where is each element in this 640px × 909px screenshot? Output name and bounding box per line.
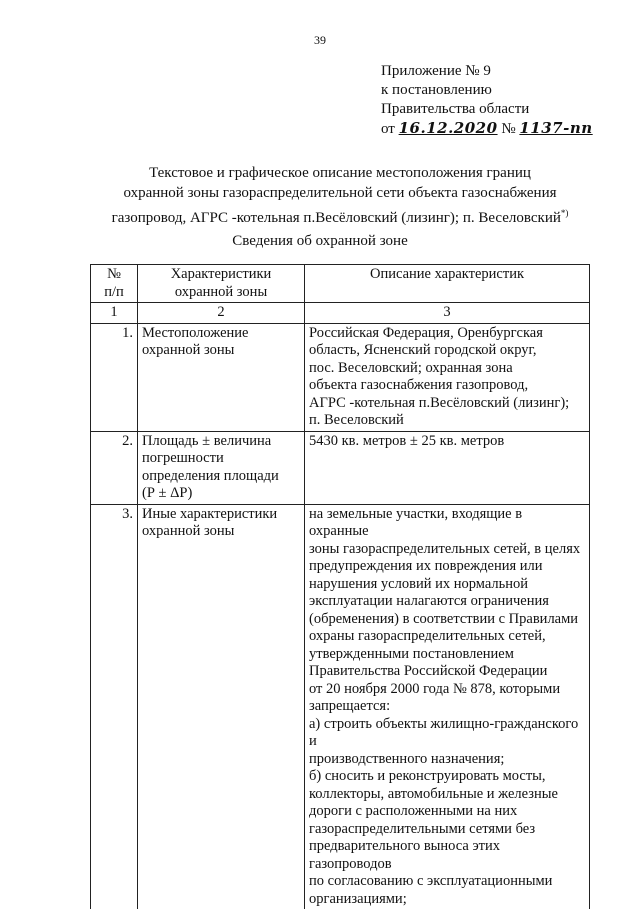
appendix-line: Правительства области	[381, 101, 530, 117]
title-line	[80, 203, 600, 228]
cell-line: охраны газораспределительных сетей,	[309, 628, 546, 644]
cell-line: нарушения условий их нормальной	[309, 575, 529, 592]
title-line-text: газопровод, АГРС -котельная п.Весёловский (лизинг); п. Веселовский	[111, 210, 561, 226]
table-row	[91, 504, 590, 909]
cell-line: пос. Веселовский; охранная зона	[309, 359, 513, 376]
cell-line: погрешности	[142, 450, 224, 466]
table-index-row	[91, 303, 590, 324]
protection-zone-table	[90, 264, 590, 909]
table-row	[91, 323, 590, 431]
cell-line: по согласованию с эксплуатационными	[309, 873, 553, 889]
cell-line: определения площади	[142, 467, 279, 484]
header-num	[91, 265, 138, 303]
date-prefix: от	[381, 121, 395, 137]
cell-line: охранной зоны	[142, 342, 235, 358]
table-row	[91, 431, 590, 504]
document-title	[80, 163, 600, 228]
appendix-line: к постановлению	[381, 82, 492, 98]
cell-line: Площадь ± величина	[142, 432, 272, 449]
header-characteristic	[138, 265, 305, 303]
number-prefix: №	[501, 121, 516, 137]
index-cell: 1	[91, 303, 138, 324]
cell-line: область, Ясненский городской округ,	[309, 342, 537, 358]
cell-line: запрещается:	[309, 698, 391, 714]
row-num: 2.	[91, 431, 138, 504]
cell-line: предварительного выноса этих газопроводов	[309, 838, 501, 872]
handwritten-number: 1137-пп	[519, 119, 593, 137]
cell-line: объекта газоснабжения газопровод,	[309, 377, 529, 393]
row-description	[305, 431, 590, 504]
cell-line: (Р ± ΔР)	[142, 485, 193, 501]
header-text: охранной зоны	[174, 283, 268, 300]
title-line: Текстовое и графическое описание местоположения границ	[149, 165, 531, 181]
index-cell: 3	[305, 303, 590, 324]
appendix-date-line	[381, 119, 621, 139]
row-description	[305, 504, 590, 909]
section-subtitle: Сведения об охранной зоне	[232, 233, 408, 249]
cell-line: Иные характеристики	[142, 505, 278, 522]
cell-line: коллекторы, автомобильные и железные	[309, 785, 558, 802]
row-characteristic	[138, 431, 305, 504]
cell-line: 5430 кв. метров ± 25 кв. метров	[309, 432, 505, 449]
cell-line: газораспределительными сетями без	[309, 820, 536, 837]
header-text: Описание характеристик	[369, 266, 524, 282]
header-text: п/п	[104, 283, 124, 300]
cell-line: б) сносить и реконструировать мосты,	[309, 768, 546, 784]
header-text: №	[107, 266, 121, 282]
row-characteristic	[138, 323, 305, 431]
cell-line: предупреждения их повреждения или	[309, 558, 543, 574]
cell-line: производственного назначения;	[309, 750, 505, 767]
page-number: 39	[314, 33, 326, 47]
cell-line: охранной зоны	[142, 523, 235, 539]
index-cell: 2	[138, 303, 305, 324]
handwritten-date: 16.12.2020	[398, 119, 498, 137]
cell-line: Правительства Российской Федерации	[309, 663, 548, 679]
cell-line: АГРС -котельная п.Весёловский (лизинг);	[309, 394, 570, 411]
title-line: охранной зоны газораспределительной сети объекта газоснабжения	[123, 185, 557, 201]
appendix-block	[381, 62, 621, 139]
cell-line: от 20 ноября 2000 года № 878, которыми	[309, 680, 561, 697]
cell-line: организациями;	[309, 890, 407, 907]
cell-line: зоны газораспределительных сетей, в целях	[309, 540, 581, 557]
cell-line: п. Веселовский	[309, 412, 404, 428]
cell-line: (обременения) в соответствии с Правилами	[309, 610, 579, 627]
cell-line: эксплуатации налагаются ограничения	[309, 593, 549, 609]
cell-line: на земельные участки, входящие в охранные	[309, 505, 523, 539]
row-num: 3.	[91, 504, 138, 909]
table-header-row	[91, 265, 590, 303]
row-num: 1.	[91, 323, 138, 431]
header-text: Характеристики	[170, 266, 272, 282]
cell-line: Российская Федерация, Оренбургская	[309, 324, 543, 341]
cell-line: а) строить объекты жилищно-гражданского и	[309, 715, 579, 749]
row-characteristic	[138, 504, 305, 909]
appendix-line: Приложение № 9	[381, 63, 491, 79]
cell-line: дороги с расположенными на них	[309, 803, 518, 819]
cell-line: утвержденными постановлением	[309, 645, 514, 662]
header-description	[305, 265, 590, 303]
cell-line: Местоположение	[142, 324, 249, 341]
footnote-mark: *)	[560, 208, 569, 218]
row-description	[305, 323, 590, 431]
